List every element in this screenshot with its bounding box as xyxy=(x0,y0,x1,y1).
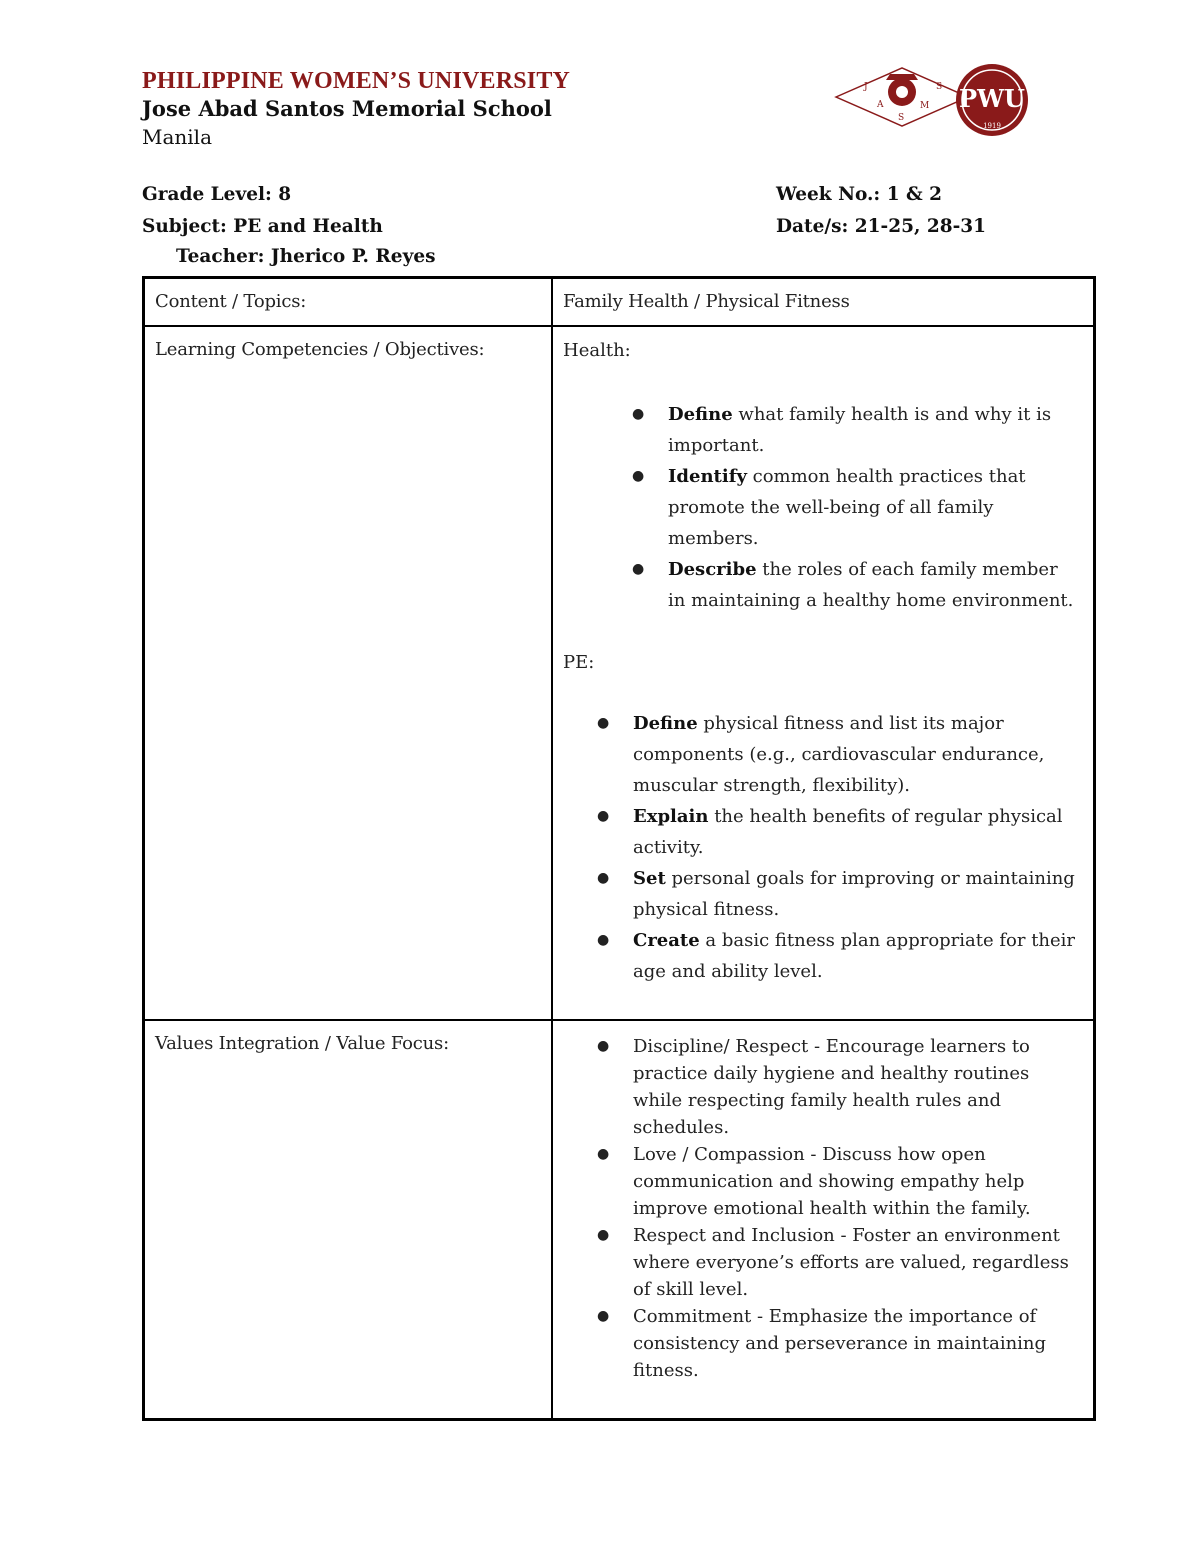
health-objectives-list xyxy=(553,399,1093,616)
dates: Date/s: 21-25, 28-31 xyxy=(776,216,987,237)
content-value: Family Health / Physical Fitness xyxy=(563,291,850,312)
competencies-value-cell xyxy=(552,326,1095,1020)
university-name: PHILIPPINE WOMEN’S UNIVERSITY xyxy=(142,68,571,94)
list-item: ● Create a basic fitness plan appropriate for their age and ability level. xyxy=(633,925,1083,987)
list-item: ● Set personal goals for improving or maintaining physical fitness. xyxy=(633,863,1083,925)
bullet-icon: ● xyxy=(632,467,645,484)
lesson-plan-table xyxy=(142,276,1096,1421)
values-list xyxy=(553,1021,1093,1384)
school-name: Jose Abad Santos Memorial School xyxy=(142,96,552,121)
logo-pwu-text: PWU xyxy=(959,84,1025,113)
competencies-label: Learning Competencies / Objectives: xyxy=(155,338,485,360)
logo-year: 1919 xyxy=(983,122,1001,130)
health-title: Health: xyxy=(563,339,631,361)
list-item: ● Discipline/ Respect - Encourage learners to practice daily hygiene and healthy routines while respecting family health rules and schedules. xyxy=(633,1033,1079,1141)
school-city: Manila xyxy=(142,125,212,149)
list-item: ● Describe the roles of each family member in maintaining a healthy home environment. xyxy=(668,554,1077,616)
bullet-icon: ● xyxy=(597,931,610,948)
pe-title: PE: xyxy=(563,651,595,673)
school-logos xyxy=(832,62,1032,142)
content-label: Content / Topics: xyxy=(155,291,307,312)
logo-letter-j: J xyxy=(864,82,868,92)
logo-letter-s2: S xyxy=(936,82,943,92)
bullet-icon: ● xyxy=(597,1226,610,1243)
list-item: ● Identify common health practices that promote the well-being of all family members. xyxy=(668,461,1077,554)
table-row-competencies xyxy=(144,326,1095,1020)
values-value-cell xyxy=(552,1020,1095,1420)
bullet-icon: ● xyxy=(597,1307,610,1324)
logo-letter-s1: S xyxy=(898,113,905,123)
jasms-logo xyxy=(836,68,968,126)
values-label: Values Integration / Value Focus: xyxy=(155,1032,449,1054)
bullet-icon: ● xyxy=(597,1145,610,1162)
bullet-icon: ● xyxy=(597,714,610,731)
logo-letter-a: A xyxy=(877,100,884,110)
grade-level: Grade Level: 8 xyxy=(142,184,292,205)
list-item: ● Define what family health is and why it is important. xyxy=(668,399,1077,461)
bullet-icon: ● xyxy=(597,869,610,886)
subject: Subject: PE and Health xyxy=(142,216,383,237)
list-item: ● Explain the health benefits of regular physical activity. xyxy=(633,801,1083,863)
table-row-values xyxy=(144,1020,1095,1420)
bullet-icon: ● xyxy=(632,405,645,422)
values-label-cell xyxy=(144,1020,553,1420)
content-value-cell xyxy=(552,278,1095,326)
list-item: ● Respect and Inclusion - Foster an environment where everyone’s efforts are valued, regardless of skill level. xyxy=(633,1222,1079,1303)
bullet-icon: ● xyxy=(597,1037,610,1054)
table-row-content xyxy=(144,278,1095,326)
week-number: Week No.: 1 & 2 xyxy=(776,184,943,205)
list-item: ● Love / Compassion - Discuss how open communication and showing empathy help improve emotional health within the family. xyxy=(633,1141,1079,1222)
competencies-label-cell xyxy=(144,326,553,1020)
bullet-icon: ● xyxy=(632,560,645,577)
content-label-cell xyxy=(144,278,553,326)
teacher: Teacher: Jherico P. Reyes xyxy=(176,246,436,267)
logo-letter-m: M xyxy=(920,101,930,111)
list-item: ● Define physical fitness and list its major components (e.g., cardiovascular endurance, muscular strength, flexibility). xyxy=(633,708,1083,801)
pwu-seal-logo xyxy=(956,64,1028,136)
bullet-icon: ● xyxy=(597,807,610,824)
pe-objectives-list xyxy=(553,708,1093,987)
list-item: ● Commitment - Emphasize the importance of consistency and perseverance in maintaining fitness. xyxy=(633,1303,1079,1384)
